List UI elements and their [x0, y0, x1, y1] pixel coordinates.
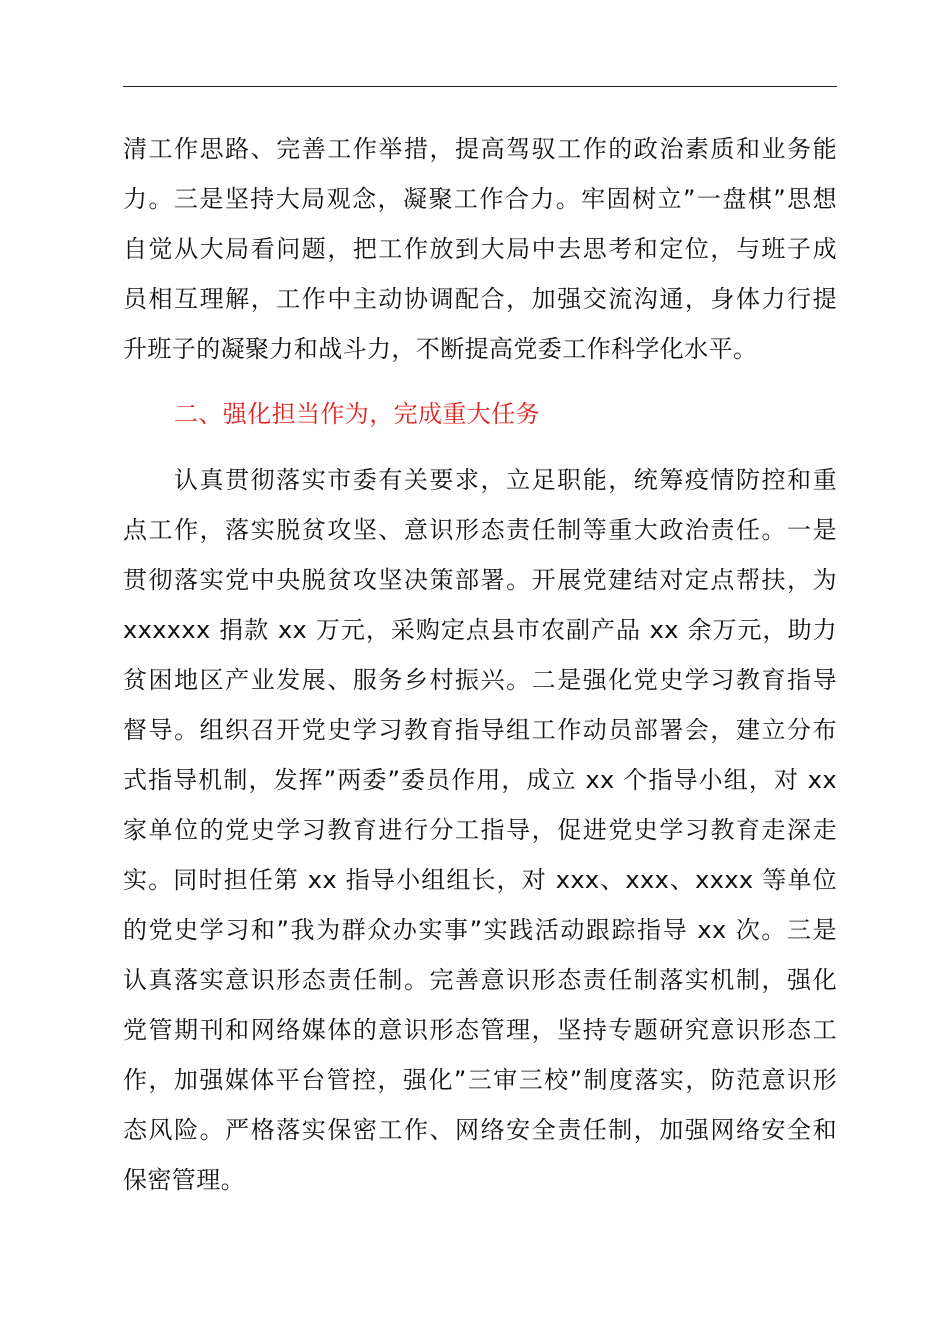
- paragraph-main: [123, 455, 837, 1205]
- text-line: 贫困地区产业发展、服务乡村振兴。二是强化党史学习教育指导: [123, 666, 837, 694]
- section-heading: 二、强化担当作为，完成重大任务: [174, 400, 540, 428]
- text-line: 家单位的党史学习教育进行分工指导，促进党史学习教育走深走: [123, 816, 837, 844]
- text-line: 力。三是坚持大局观念，凝聚工作合力。牢固树立”一盘棋”思想: [123, 185, 837, 213]
- text-line: 点工作，落实脱贫攻坚、意识形态责任制等重大政治责任。一是: [123, 516, 837, 544]
- text-line: 认真贯彻落实市委有关要求，立足职能，统筹疫情防控和重: [174, 466, 837, 494]
- text-line: 党管期刊和网络媒体的意识形态管理，坚持专题研究意识形态工: [123, 1016, 837, 1044]
- text-line: 实。同时担任第 xx 指导小组组长，对 xxx、xxx、xxxx 等单位: [123, 866, 837, 894]
- text-line: 自觉从大局看问题，把工作放到大局中去思考和定位，与班子成: [123, 235, 837, 263]
- text-line: 的党史学习和”我为群众办实事”实践活动跟踪指导 xx 次。三是: [123, 916, 837, 944]
- text-line: 认真落实意识形态责任制。完善意识形态责任制落实机制，强化: [123, 966, 837, 994]
- text-line: 督导。组织召开党史学习教育指导组工作动员部署会，建立分布: [123, 716, 837, 744]
- text-line: 保密管理。: [123, 1166, 245, 1194]
- text-line: 清工作思路、完善工作举措，提高驾驭工作的政治素质和业务能: [123, 135, 837, 163]
- text-line: xxxxxx 捐款 xx 万元，采购定点县市农副产品 xx 余万元，助力: [123, 616, 837, 644]
- text-line: 态风险。严格落实保密工作、网络安全责任制，加强网络安全和: [123, 1116, 837, 1144]
- text-line: 式指导机制，发挥”两委”委员作用，成立 xx 个指导小组，对 xx: [123, 766, 837, 794]
- text-line: 作，加强媒体平台管控，强化”三审三校”制度落实，防范意识形: [123, 1066, 837, 1094]
- text-line: 贯彻落实党中央脱贫攻坚决策部署。开展党建结对定点帮扶，为: [123, 566, 837, 594]
- text-line: 升班子的凝聚力和战斗力，不断提高党委工作科学化水平。: [123, 335, 758, 363]
- text-line: 员相互理解，工作中主动协调配合，加强交流沟通，身体力行提: [123, 285, 837, 313]
- header-rule: [123, 86, 837, 87]
- paragraph-continued: [123, 124, 837, 374]
